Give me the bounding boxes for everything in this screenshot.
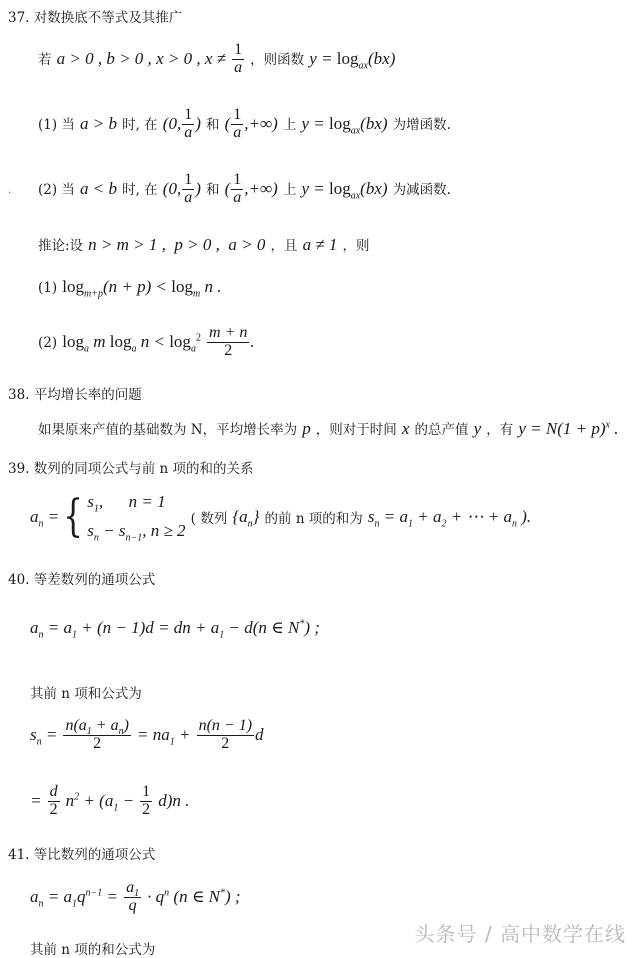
s40-sum-label: 其前 n 项和公式为 bbox=[30, 686, 142, 702]
s37-cond-prefix: 若 bbox=[38, 51, 52, 68]
section-37-title: 37. 对数换底不等式及其推广 bbox=[8, 10, 183, 26]
section-38-title: 38. 平均增长率的问题 bbox=[8, 387, 142, 403]
s40-general-term: $a_n = a_1 + (n - 1)d$ = dn + $a_1 - d(n$ ∈ N*) ; bbox=[30, 618, 320, 641]
s37-inference-2: (2) $\log_a m$ $\log_a n < \log_a^2$ $\frac{m + n}{2}$ . bbox=[38, 324, 255, 359]
s37-cond-suffix: ，则函数 bbox=[250, 51, 305, 68]
section-39-title: 39. 数列的同项公式与前 n 项的和的关系 bbox=[8, 461, 254, 477]
section-41-title: 41. 等比数列的通项公式 bbox=[8, 847, 156, 863]
s37-inference: 推论:设 n > m > 1 , p > 0 , a > 0 ，且 a ≠ 1 ，则 bbox=[38, 235, 370, 254]
s38-text: 如果原来产值的基础数为 N，平均增长率为 p ，则对于时间 x 的总产值 y ，有 $y = N(1 + p)^x$ . bbox=[38, 419, 619, 438]
s37-property-1: (1) 当 a > b 时, 在 (0, $\frac{1}{a}$ ) 和 ( $\frac{1}{a}$ ,+∞) 上 $y = \log_{ax}(bx)$ 为增函数. bbox=[38, 106, 451, 141]
s37-inference-1: (1) $\log_{m+p}(n + p) < \log_m n$ . bbox=[38, 277, 222, 300]
s37-property-2: (2) 当 a < b 时, 在 (0, $\frac{1}{a}$ ) 和 ( $\frac{1}{a}$ ,+∞) 上 $y = \log_{ax}(bx)$ 为减函数. bbox=[38, 171, 451, 206]
section-40-title: 40. 等差数列的通项公式 bbox=[8, 572, 156, 588]
stray-dot: · bbox=[8, 188, 12, 199]
s40-sum-formula-2: = $\frac{d}{2}$ $n^2 + (a_1$ − $\frac{1}{2}$ d)n . bbox=[30, 783, 190, 818]
s41-sum-label: 其前 n 项的和公式为 bbox=[30, 942, 156, 958]
s40-sum-formula-1: $s_n$ = $\frac{n(a_1 + a_n)}{2}$ = $na_1$ + $\frac{n(n - 1)}{2}$ d bbox=[30, 717, 264, 752]
s39-formula: $a_n$ ={ $s_1$, n = 1 $s_n - s_{n-1}$, n ≥ 2 ( 数列 $\{a_n\}$ 的前 n 项的和为 $s_n = a_1 + a_2$ + ⋯ + $a_n$ ). bbox=[30, 490, 532, 544]
watermark: 头条号 / 高中数学在线 bbox=[414, 922, 626, 946]
s41-general-term: $a_n = a_1q^{n-1}$ = $\frac{a_1}{q}$ · $q^n$ (n ∈ N*) ; bbox=[30, 879, 241, 914]
s37-condition: 若 a > 0 , b > 0 , x > 0 , x ≠ $\frac{1}{a}$ ，则函数 $y = \log_{ax}(bx)$ bbox=[38, 41, 396, 76]
